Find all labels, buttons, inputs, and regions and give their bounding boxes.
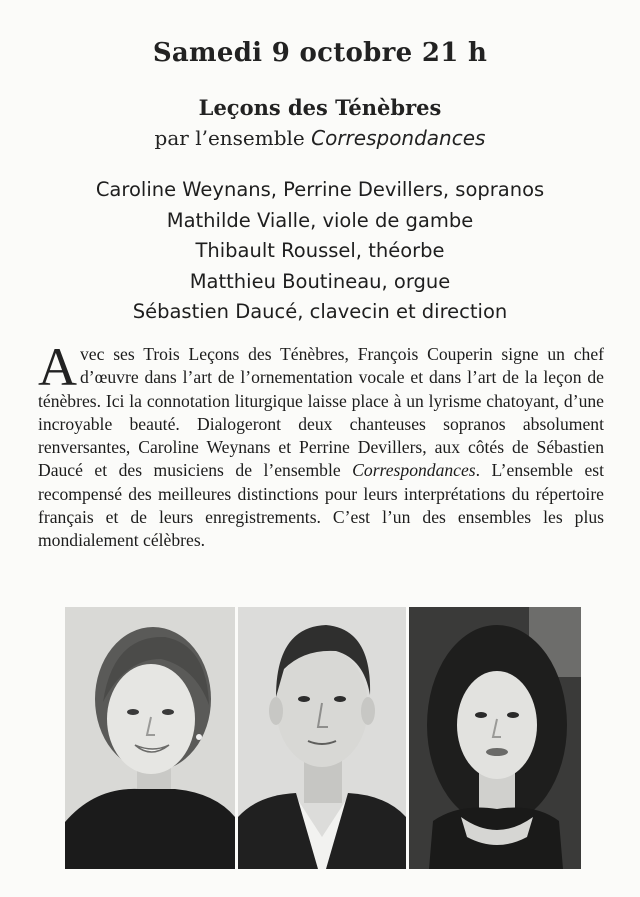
portrait-photo-strip <box>65 607 581 869</box>
performers-list <box>0 175 640 328</box>
description-ensemble-italic: Correspondances <box>352 460 476 481</box>
event-date-heading: Samedi 9 octobre 21 h <box>152 38 488 68</box>
performer-line: Matthieu Boutineau, orgue <box>189 269 451 293</box>
performer-line: Mathilde Vialle, viole de gambe <box>166 208 474 232</box>
concert-title: Leçons des Ténèbres <box>198 95 442 120</box>
portrait-photo-man <box>238 607 406 869</box>
subtitle-prefix: par l’ensemble <box>154 126 305 150</box>
performer-line: Thibault Roussel, théorbe <box>195 239 445 262</box>
description-text-part1: vec ses Trois Leçons des Ténèbres, François Couperin signe un chef d’œuvre dans l’art de l’ornementation vocale et dans l’art de la leçon de ténèbres. Ici la connotation liturgique laisse place à un lyrisme chatoyant, d’une incroyable beauté. Dialogeront deux chanteuses sopranos absolument renversantes, Caroline Weynans et Perrine Devillers, aux côtés de Sébastien Daucé et des musiciens de l’ensemble <box>38 344 604 481</box>
performer-line: Caroline Weynans, Perrine Devillers, sopranos <box>95 178 545 201</box>
portrait-photo-woman-dark-hair <box>409 607 581 869</box>
drop-cap: A <box>38 337 77 397</box>
concert-subtitle <box>0 126 640 150</box>
performer-line: Sébastien Daucé, clavecin et direction <box>132 300 508 323</box>
ensemble-name: Correspondances <box>311 126 486 150</box>
description-paragraph <box>38 337 605 553</box>
description-text-part2: . L’ensemble est recompensé des meilleures distinctions pour leurs interprétations du répertoire français et de leurs enregistrements. C’est l’un des ensembles les plus mondialement célèbres. <box>38 460 605 551</box>
portrait-photo-woman-smiling <box>65 607 235 869</box>
